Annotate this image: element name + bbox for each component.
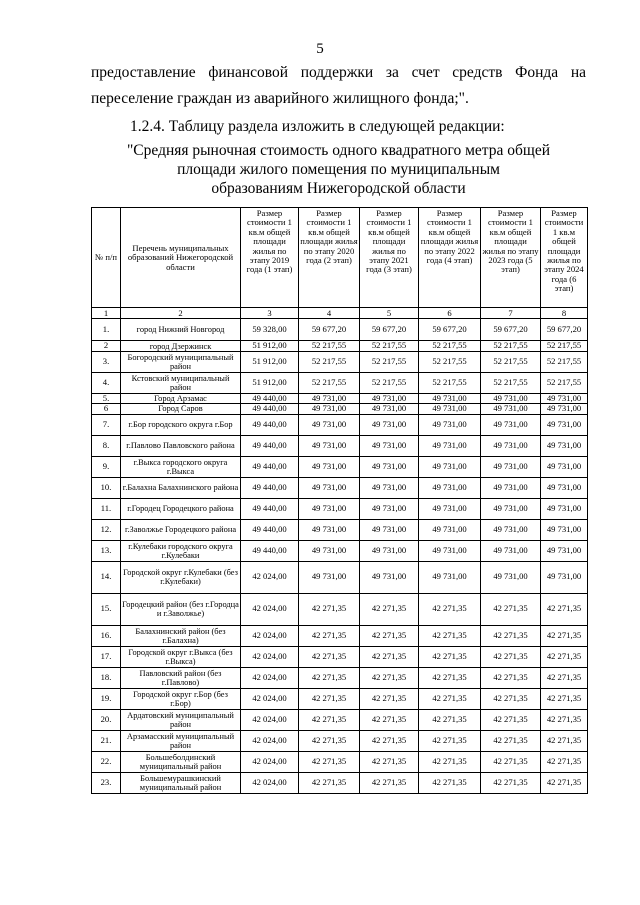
table-row — [92, 730, 588, 751]
price-value: 42 271,35 — [541, 593, 588, 625]
municipality-name: Город Арзамас — [121, 393, 241, 403]
paragraph-line-2: переселение граждан из аварийного жилищного фонда;". — [91, 90, 469, 107]
price-value: 49 731,00 — [419, 414, 481, 435]
price-value: 42 271,35 — [541, 625, 588, 646]
municipality-name: г.Кулебаки городского округа г.Кулебаки — [121, 540, 241, 561]
price-value: 52 217,55 — [481, 341, 541, 351]
price-value: 49 731,00 — [360, 540, 419, 561]
price-value: 42 271,35 — [481, 646, 541, 667]
price-value: 42 024,00 — [241, 688, 299, 709]
row-number: 6 — [92, 404, 121, 414]
price-value: 49 731,00 — [299, 414, 360, 435]
municipality-name: Городской округ г.Выкса (без г.Выкса) — [121, 646, 241, 667]
price-value: 52 217,55 — [541, 372, 588, 393]
row-number: 2 — [92, 341, 121, 351]
municipality-name: г.Заволжье Городецкого района — [121, 519, 241, 540]
price-value: 49 731,00 — [299, 498, 360, 519]
price-value: 49 731,00 — [360, 404, 419, 414]
price-value: 59 677,20 — [541, 319, 588, 341]
price-value: 52 217,55 — [541, 351, 588, 372]
price-value: 49 731,00 — [299, 540, 360, 561]
price-value: 49 731,00 — [481, 435, 541, 456]
price-value: 42 271,35 — [419, 688, 481, 709]
row-number: 4. — [92, 372, 121, 393]
price-value: 42 271,35 — [419, 709, 481, 730]
price-value: 42 271,35 — [481, 667, 541, 688]
municipality-name: Городецкий район (без г.Городца и г.Заволжье) — [121, 593, 241, 625]
price-value: 42 271,35 — [419, 667, 481, 688]
table-row — [92, 667, 588, 688]
municipality-name: Город Саров — [121, 404, 241, 414]
price-value: 42 271,35 — [419, 593, 481, 625]
price-value: 42 271,35 — [419, 646, 481, 667]
row-number: 15. — [92, 593, 121, 625]
table-row — [92, 646, 588, 667]
price-value: 42 271,35 — [360, 688, 419, 709]
row-number: 21. — [92, 730, 121, 751]
price-value: 49 731,00 — [481, 477, 541, 498]
table-row — [92, 593, 588, 625]
price-value: 59 677,20 — [299, 319, 360, 341]
municipality-name: Большемурашкинский муниципальный район — [121, 772, 241, 793]
price-value: 42 271,35 — [481, 709, 541, 730]
row-number: 19. — [92, 688, 121, 709]
price-value: 52 217,55 — [360, 372, 419, 393]
table-row — [92, 688, 588, 709]
column-number: 7 — [481, 308, 541, 319]
price-value: 42 271,35 — [360, 667, 419, 688]
price-value: 42 024,00 — [241, 751, 299, 772]
header-cell-2019: Размер стоимости 1 кв.м общей площади жилья по этапу 2019 года (1 этап) — [241, 208, 299, 308]
price-value: 49 731,00 — [541, 456, 588, 477]
price-value: 42 024,00 — [241, 730, 299, 751]
price-value: 49 731,00 — [419, 540, 481, 561]
price-value: 49 731,00 — [360, 456, 419, 477]
row-number: 11. — [92, 498, 121, 519]
price-value: 49 731,00 — [299, 404, 360, 414]
price-value: 49 731,00 — [541, 435, 588, 456]
price-value: 42 271,35 — [299, 667, 360, 688]
price-value: 42 024,00 — [241, 593, 299, 625]
price-value: 49 731,00 — [299, 456, 360, 477]
price-value: 42 271,35 — [481, 688, 541, 709]
price-value: 49 440,00 — [241, 498, 299, 519]
price-value: 49 440,00 — [241, 435, 299, 456]
table-header-row — [92, 208, 588, 308]
price-value: 42 271,35 — [419, 625, 481, 646]
row-number: 10. — [92, 477, 121, 498]
column-number: 5 — [360, 308, 419, 319]
table-row — [92, 751, 588, 772]
row-number: 17. — [92, 646, 121, 667]
table-row — [92, 519, 588, 540]
table-row — [92, 456, 588, 477]
header-cell-2023: Размер стоимости 1 кв.м общей площади жилья по этапу 2023 года (5 этап) — [481, 208, 541, 308]
municipality-name: г.Бор городского округа г.Бор — [121, 414, 241, 435]
price-value: 59 328,00 — [241, 319, 299, 341]
price-value: 49 440,00 — [241, 414, 299, 435]
municipality-name: Кстовский муниципальный район — [121, 372, 241, 393]
table-row — [92, 709, 588, 730]
price-value: 49 440,00 — [241, 477, 299, 498]
table-row — [92, 561, 588, 593]
price-value: 52 217,55 — [299, 351, 360, 372]
price-value: 42 271,35 — [299, 751, 360, 772]
price-value: 49 731,00 — [541, 561, 588, 593]
table-row — [92, 625, 588, 646]
price-value: 52 217,55 — [360, 341, 419, 351]
price-value: 59 677,20 — [360, 319, 419, 341]
row-number: 9. — [92, 456, 121, 477]
header-cell-2020: Размер стоимости 1 кв.м общей площади жилья по этапу 2020 года (2 этап) — [299, 208, 360, 308]
price-value: 42 271,35 — [541, 730, 588, 751]
column-number: 8 — [541, 308, 588, 319]
price-value: 42 271,35 — [299, 688, 360, 709]
price-value: 42 271,35 — [541, 646, 588, 667]
price-value: 49 731,00 — [299, 435, 360, 456]
price-value: 49 731,00 — [419, 435, 481, 456]
price-value: 59 677,20 — [481, 319, 541, 341]
price-value: 51 912,00 — [241, 372, 299, 393]
row-number: 16. — [92, 625, 121, 646]
table-row — [92, 341, 588, 351]
table-row — [92, 372, 588, 393]
price-value: 49 731,00 — [360, 393, 419, 403]
price-value: 51 912,00 — [241, 341, 299, 351]
price-value: 42 271,35 — [360, 730, 419, 751]
price-value: 49 731,00 — [541, 477, 588, 498]
price-value: 42 271,35 — [541, 688, 588, 709]
row-number: 7. — [92, 414, 121, 435]
price-value: 42 271,35 — [299, 709, 360, 730]
municipality-name: Большеболдинский муниципальный район — [121, 751, 241, 772]
price-value: 42 271,35 — [360, 646, 419, 667]
price-value: 42 271,35 — [299, 730, 360, 751]
column-number: 4 — [299, 308, 360, 319]
price-value: 42 271,35 — [541, 751, 588, 772]
price-value: 49 440,00 — [241, 540, 299, 561]
price-value: 42 271,35 — [360, 709, 419, 730]
price-value: 42 271,35 — [481, 625, 541, 646]
column-number: 2 — [121, 308, 241, 319]
price-value: 49 440,00 — [241, 404, 299, 414]
table-row — [92, 351, 588, 372]
row-number: 3. — [92, 351, 121, 372]
price-value: 49 731,00 — [481, 456, 541, 477]
price-value: 49 731,00 — [419, 561, 481, 593]
row-number: 14. — [92, 561, 121, 593]
price-value: 42 024,00 — [241, 709, 299, 730]
municipality-name: Павловский район (без г.Павлово) — [121, 667, 241, 688]
header-cell-number: № п/п — [92, 208, 121, 308]
row-number: 20. — [92, 709, 121, 730]
price-value: 42 271,35 — [481, 772, 541, 793]
price-value: 42 271,35 — [299, 646, 360, 667]
table-row — [92, 540, 588, 561]
column-number-row — [92, 308, 588, 319]
price-value: 51 912,00 — [241, 351, 299, 372]
price-value: 49 731,00 — [481, 414, 541, 435]
price-value: 49 731,00 — [299, 477, 360, 498]
price-value: 42 271,35 — [541, 772, 588, 793]
table-title — [91, 141, 586, 198]
table-row — [92, 498, 588, 519]
price-value: 52 217,55 — [419, 341, 481, 351]
price-value: 49 731,00 — [481, 404, 541, 414]
price-table — [91, 207, 588, 794]
header-cell-2024: Размер стоимости 1 кв.м общей площади жилья по этапу 2024 года (6 этап) — [541, 208, 588, 308]
price-value: 49 731,00 — [419, 393, 481, 403]
price-value: 49 731,00 — [360, 519, 419, 540]
price-value: 49 731,00 — [481, 519, 541, 540]
price-value: 49 731,00 — [541, 414, 588, 435]
price-value: 49 731,00 — [299, 561, 360, 593]
price-value: 42 271,35 — [299, 772, 360, 793]
price-value: 42 271,35 — [360, 772, 419, 793]
municipality-name: город Нижний Новгород — [121, 319, 241, 341]
row-number: 5. — [92, 393, 121, 403]
price-value: 49 731,00 — [419, 477, 481, 498]
price-value: 52 217,55 — [299, 372, 360, 393]
price-value: 42 024,00 — [241, 561, 299, 593]
price-value: 42 271,35 — [541, 667, 588, 688]
municipality-name: Городской округ г.Кулебаки (без г.Кулебаки) — [121, 561, 241, 593]
price-value: 49 731,00 — [541, 393, 588, 403]
row-number: 12. — [92, 519, 121, 540]
price-value: 42 271,35 — [299, 593, 360, 625]
row-number: 18. — [92, 667, 121, 688]
page-number: 5 — [316, 41, 324, 57]
row-number: 8. — [92, 435, 121, 456]
header-cell-2021: Размер стоимости 1 кв.м общей площади жилья по этапу 2021 года (3 этап) — [360, 208, 419, 308]
price-value: 52 217,55 — [419, 351, 481, 372]
price-value: 42 271,35 — [419, 751, 481, 772]
price-value: 52 217,55 — [481, 351, 541, 372]
header-cell-2022: Размер стоимости 1 кв.м общей площади жилья по этапу 2022 года (4 этап) — [419, 208, 481, 308]
price-value: 59 677,20 — [419, 319, 481, 341]
municipality-name: Городской округ г.Бор (без г.Бор) — [121, 688, 241, 709]
paragraph-line-1: предоставление финансовой поддержки за счет средств Фонда на — [91, 64, 586, 81]
table-row — [92, 393, 588, 403]
price-value: 49 731,00 — [481, 393, 541, 403]
municipality-name: г.Балахна Балахнинского района — [121, 477, 241, 498]
price-value: 49 731,00 — [299, 393, 360, 403]
municipality-name: Ардатовский муниципальный район — [121, 709, 241, 730]
municipality-name: г.Павлово Павловского района — [121, 435, 241, 456]
price-value: 49 731,00 — [541, 498, 588, 519]
table-title-line-2: площади жилого помещения по муниципальным — [177, 161, 500, 178]
price-value: 49 731,00 — [360, 477, 419, 498]
row-number: 1. — [92, 319, 121, 341]
price-value: 49 731,00 — [419, 498, 481, 519]
price-value: 49 440,00 — [241, 393, 299, 403]
price-value: 42 271,35 — [481, 730, 541, 751]
price-value: 49 731,00 — [541, 519, 588, 540]
table-row — [92, 477, 588, 498]
table-row — [92, 435, 588, 456]
header-cell-municipality: Перечень муниципальных образований Нижегородской области — [121, 208, 241, 308]
table-row — [92, 414, 588, 435]
table-row — [92, 404, 588, 414]
price-value: 42 271,35 — [299, 625, 360, 646]
row-number: 22. — [92, 751, 121, 772]
price-value: 42 271,35 — [360, 593, 419, 625]
price-value: 52 217,55 — [481, 372, 541, 393]
price-value: 49 440,00 — [241, 519, 299, 540]
price-value: 49 731,00 — [360, 498, 419, 519]
price-value: 52 217,55 — [541, 341, 588, 351]
price-value: 49 731,00 — [419, 404, 481, 414]
price-value: 42 271,35 — [419, 772, 481, 793]
price-value: 49 731,00 — [481, 498, 541, 519]
price-value: 49 731,00 — [360, 435, 419, 456]
price-value: 42 271,35 — [481, 593, 541, 625]
price-value: 42 024,00 — [241, 667, 299, 688]
table-title-line-3: образованиям Нижегородской области — [211, 180, 466, 197]
row-number: 13. — [92, 540, 121, 561]
price-value: 42 024,00 — [241, 646, 299, 667]
price-value: 49 731,00 — [299, 519, 360, 540]
paragraph-line-3: 1.2.4. Таблицу раздела изложить в следующей редакции: — [130, 118, 505, 135]
table-title-line-1: "Средняя рыночная стоимость одного квадратного метра общей — [126, 142, 550, 159]
price-value: 42 024,00 — [241, 625, 299, 646]
price-value: 42 271,35 — [481, 751, 541, 772]
price-value: 49 731,00 — [481, 540, 541, 561]
price-value: 49 440,00 — [241, 456, 299, 477]
column-number: 6 — [419, 308, 481, 319]
price-value: 52 217,55 — [299, 341, 360, 351]
price-value: 52 217,55 — [360, 351, 419, 372]
price-value: 49 731,00 — [419, 456, 481, 477]
price-value: 49 731,00 — [541, 540, 588, 561]
municipality-name: город Дзержинск — [121, 341, 241, 351]
table-body — [92, 319, 588, 793]
column-number: 3 — [241, 308, 299, 319]
price-value: 52 217,55 — [419, 372, 481, 393]
price-value: 49 731,00 — [419, 519, 481, 540]
municipality-name: Балахнинский район (без г.Балахна) — [121, 625, 241, 646]
column-number: 1 — [92, 308, 121, 319]
table-row — [92, 772, 588, 793]
price-value: 49 731,00 — [360, 561, 419, 593]
municipality-name: г.Выкса городского округа г.Выкса — [121, 456, 241, 477]
municipality-name: г.Городец Городецкого района — [121, 498, 241, 519]
price-value: 49 731,00 — [360, 414, 419, 435]
municipality-name: Богородский муниципальный район — [121, 351, 241, 372]
row-number: 23. — [92, 772, 121, 793]
price-value: 49 731,00 — [541, 404, 588, 414]
price-value: 42 271,35 — [360, 751, 419, 772]
price-value: 42 271,35 — [541, 709, 588, 730]
table-row — [92, 319, 588, 341]
price-value: 42 024,00 — [241, 772, 299, 793]
price-value: 49 731,00 — [481, 561, 541, 593]
municipality-name: Арзамасский муниципальный район — [121, 730, 241, 751]
price-value: 42 271,35 — [360, 625, 419, 646]
price-value: 42 271,35 — [419, 730, 481, 751]
